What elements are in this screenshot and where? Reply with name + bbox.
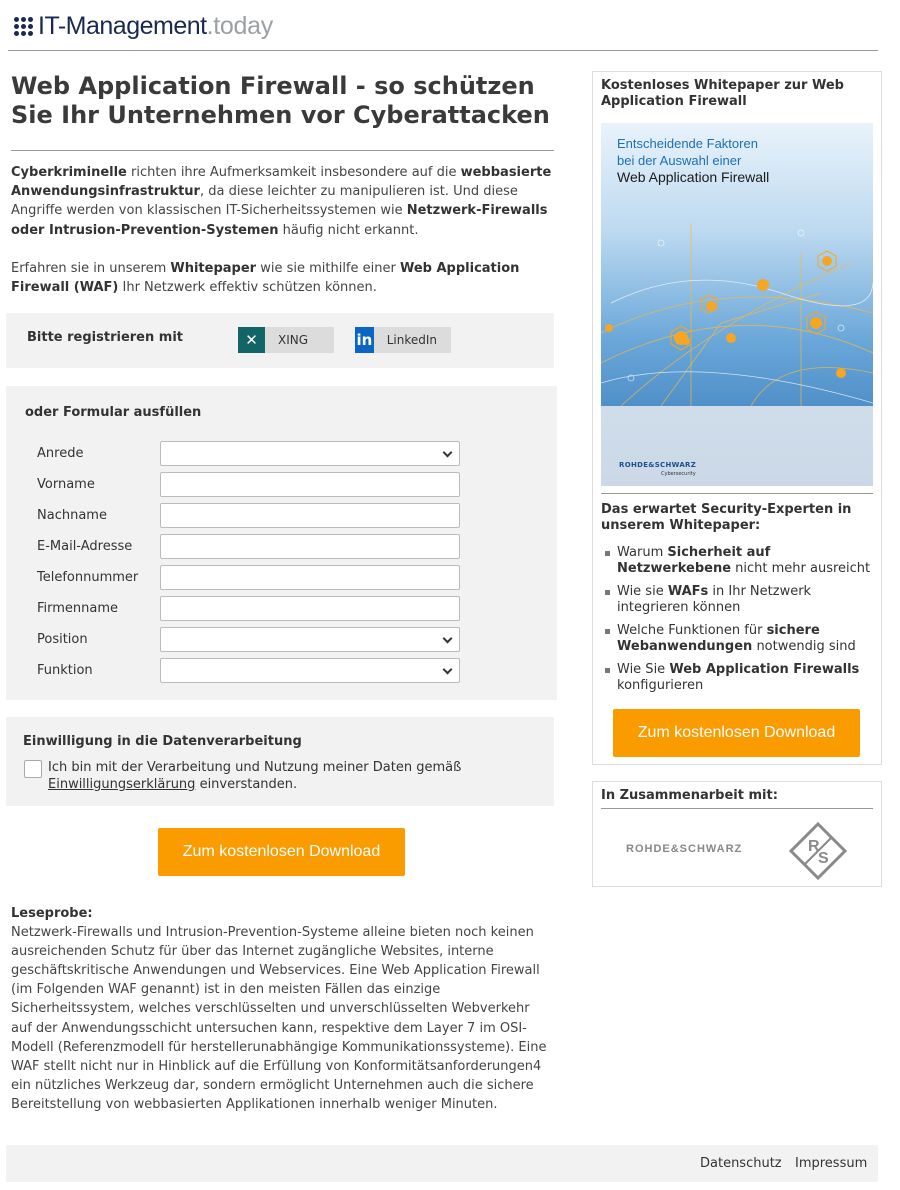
email-label: E-Mail-Adresse — [37, 539, 133, 554]
consent-text-before: Ich bin mit der Verarbeitung und Nutzung meiner Daten gemäß — [48, 760, 462, 775]
vorname-label: Vorname — [37, 477, 95, 492]
text-segment: Wie Sie — [617, 662, 670, 677]
text-segment: Wie sie — [617, 584, 668, 599]
page-title: Web Application Firewall - so schützen Sie Ihr Unternehmen vor Cyberattacken — [11, 72, 554, 151]
text-segment: Warum — [617, 545, 668, 560]
funktion-label: Funktion — [37, 663, 93, 678]
text-segment: , da diese leichter zu manipulieren ist. Und diese Angriffe werden von klassischen IT-Sicherheitssystemen wie — [11, 184, 518, 219]
whitepaper-sidebar — [592, 71, 882, 765]
reading-sample — [11, 904, 554, 1114]
sidebar-subtitle: Das erwartet Security-Experten in unserem Whitepaper: — [601, 493, 873, 534]
text-segment: richten ihre Aufmerksamkeit insbesondere auf die — [126, 165, 461, 180]
logo-sub-text: .today — [206, 12, 273, 40]
cover-brand-sub: Cybersecurity — [661, 471, 696, 477]
firmenname-label: Firmenname — [37, 601, 119, 616]
email-input[interactable] — [160, 534, 460, 559]
consent-box — [6, 717, 554, 806]
text-segment: Welche Funktionen für — [617, 623, 767, 638]
privacy-link[interactable]: Datenschutz — [700, 1156, 782, 1171]
bold-text: Cyberkriminelle — [11, 165, 127, 180]
main-content — [11, 72, 554, 1112]
cover-bottom-bar — [601, 406, 873, 486]
whitepaper-bullet-list — [603, 545, 873, 701]
form-row-firmenname — [37, 596, 460, 621]
sample-title: Leseprobe: — [11, 906, 93, 921]
anrede-label: Anrede — [37, 446, 84, 461]
partner-box — [592, 781, 882, 887]
position-label: Position — [37, 632, 88, 647]
intro-paragraph-2 — [11, 259, 554, 297]
sample-text: Netzwerk-Firewalls und Intrusion-Prevention-Systeme alleine bieten noch keinen ausreichenden Schutz für über das Internet zugängliche Websites, interne geschäftskritische Anwendungen und Webservices. Eine Web Application Firewall (im Folgenden WAF genannt) ist in den meisten Fällen das einzige Sicherheitssystem, welches verschlüsselten und unverschlüsselten Webverkehr auf der Anwendungsschicht untersuchen kann, respektive dem Layer 7 im OSI-Modell (Referenzmodell für herstellerunabhängige Kommunikationssysteme). Eine WAF stellt nicht nur in Hinblick auf die Erfüllung von Konformitätsanforderungen4 ein nützliches Werkzeug dar, sondern ermöglicht Unternehmen auch die sichere Bereitstellung von webbasierten Applikationen innerhalb weniger Minuten. — [11, 925, 547, 1112]
cover-title-line-1: Entscheidende Faktoren — [617, 136, 758, 151]
linkedin-icon: in — [355, 327, 374, 353]
bold-text: Web Application Firewall (WAF) — [11, 260, 520, 296]
nachname-label: Nachname — [37, 508, 107, 523]
bold-text: Web Application Firewalls — [669, 662, 860, 677]
text-segment: wie sie mithilfe einer — [256, 260, 400, 276]
anrede-select[interactable] — [160, 441, 460, 466]
bold-text: sichere Webanwendungen — [617, 623, 820, 654]
nachname-input[interactable] — [160, 503, 460, 528]
social-login-box — [6, 313, 554, 368]
whitepaper-cover-image — [601, 123, 873, 486]
text-segment: Erfahren sie in unserem — [11, 260, 171, 276]
cover-title-line-2: bei der Auswahl einer — [617, 153, 742, 168]
rohde-schwarz-logo-icon — [789, 822, 847, 880]
xing-label: XING — [278, 333, 309, 347]
download-button[interactable]: Zum kostenlosen Download — [158, 828, 405, 876]
registration-form — [6, 386, 557, 700]
logo-main-text: IT-Management — [38, 12, 207, 40]
list-item — [603, 584, 873, 616]
form-row-funktion — [37, 658, 460, 683]
social-login-label: Bitte registrieren mit — [27, 330, 183, 345]
logo-dots-icon — [14, 17, 33, 36]
form-row-email — [37, 534, 460, 559]
text-segment: konfigurieren — [617, 678, 704, 693]
form-row-vorname — [37, 472, 460, 497]
bold-text: Sicherheit auf Netzwerkebene — [617, 545, 771, 576]
form-row-nachname — [37, 503, 460, 528]
intro-text — [11, 163, 554, 297]
sidebar-title: Kostenloses Whitepaper zur Web Application Firewall — [601, 78, 844, 109]
consent-text — [48, 759, 528, 793]
site-header — [8, 0, 878, 51]
form-row-anrede — [37, 441, 460, 466]
telefon-input[interactable] — [160, 565, 460, 590]
linkedin-login-button[interactable] — [355, 327, 451, 353]
form-row-position — [37, 627, 460, 652]
logo-letter-s: S — [818, 850, 829, 867]
partner-title: In Zusammenarbeit mit: — [601, 788, 873, 809]
logo-letter-r: R — [808, 838, 820, 855]
partner-name: ROHDE&SCHWARZ — [626, 843, 743, 855]
xing-login-button[interactable] — [238, 327, 334, 353]
consent-link[interactable]: Einwilligungserklärung — [48, 777, 196, 792]
intro-paragraph-1 — [11, 163, 554, 240]
consent-checkbox[interactable] — [24, 760, 42, 778]
text-segment: nicht mehr ausreicht — [731, 561, 871, 576]
form-row-telefon — [37, 565, 460, 590]
xing-icon: ✕ — [238, 327, 265, 353]
vorname-input[interactable] — [160, 472, 460, 497]
bold-text: WAFs — [667, 584, 709, 599]
cover-brand: ROHDE&SCHWARZ — [619, 461, 697, 469]
bold-text: Netzwerk-Firewalls oder Intrusion-Prevention-Systemen — [11, 203, 548, 238]
text-segment: in Ihr Netzwerk integrieren können — [617, 584, 812, 615]
page-footer — [6, 1145, 878, 1182]
sidebar-download-button[interactable]: Zum kostenlosen Download — [613, 709, 860, 757]
list-item — [603, 545, 873, 577]
telefon-label: Telefonnummer — [37, 570, 139, 585]
text-segment: häufig nicht erkannt. — [278, 222, 419, 238]
imprint-link[interactable]: Impressum — [795, 1156, 868, 1171]
consent-text-after: einverstanden. — [195, 777, 298, 792]
linkedin-label: LinkedIn — [386, 333, 437, 347]
list-item — [603, 662, 873, 694]
list-item — [603, 623, 873, 655]
cover-title-line-3: Web Application Firewall — [617, 169, 770, 185]
position-select[interactable] — [160, 627, 460, 652]
site-logo[interactable] — [14, 12, 273, 41]
firmenname-input[interactable] — [160, 596, 460, 621]
consent-title: Einwilligung in die Datenverarbeitung — [23, 734, 302, 749]
text-segment: Ihr Netzwerk effektiv schützen können. — [118, 280, 377, 296]
bold-text: webbasierte Anwendungsinfrastruktur — [11, 165, 552, 200]
bold-text: Whitepaper — [170, 260, 257, 276]
funktion-select[interactable] — [160, 658, 460, 683]
text-segment: notwendig sind — [752, 639, 856, 654]
form-title: oder Formular ausfüllen — [25, 405, 202, 420]
